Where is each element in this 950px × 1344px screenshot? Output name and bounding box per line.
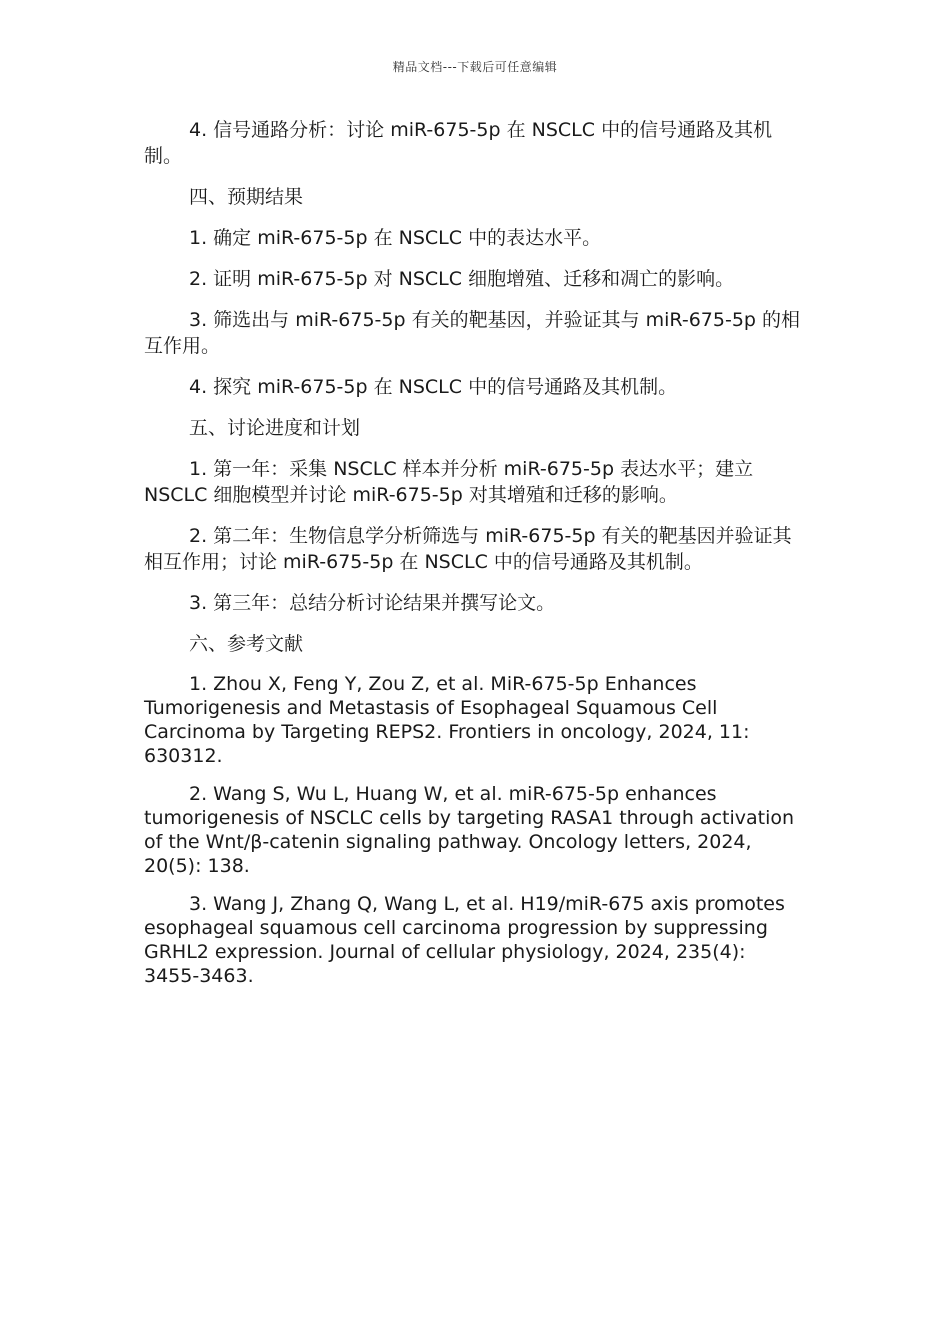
reference-item-1: 1. Zhou X, Feng Y, Zou Z, et al. MiR-675-5p Enhances Tumorigenesis and Metastasis of Esophageal Squamous Cell Carcinoma by Targeting REPS2. Frontiers in oncology, 2024, 11: 630312. [144, 673, 750, 767]
page-header: 精品文档---下载后可任意编辑 [392, 60, 558, 74]
result-item-4: 4. 探究 miR-675-5p 在 NSCLC 中的信号通路及其机制。 [189, 376, 678, 398]
section-heading-schedule: 五、讨论进度和计划 [189, 417, 361, 439]
result-item-3: 3. 筛选出与 miR-675-5p 有关的靶基因，并验证其与 miR-675-5p 的相互作用。 [144, 309, 801, 357]
result-item-1: 1. 确定 miR-675-5p 在 NSCLC 中的表达水平。 [189, 227, 602, 249]
schedule-item-2: 2. 第二年：生物信息学分析筛选与 miR-675-5p 有关的靶基因并验证其相互作用；讨论 miR-675-5p 在 NSCLC 中的信号通路及其机制。 [144, 525, 792, 573]
document-body [144, 117, 806, 1002]
section-heading-expected-results: 四、预期结果 [189, 186, 304, 208]
schedule-item-3: 3. 第三年：总结分析讨论结果并撰写论文。 [189, 592, 556, 614]
result-item-2: 2. 证明 miR-675-5p 对 NSCLC 细胞增殖、迁移和凋亡的影响。 [189, 268, 735, 290]
schedule-item-1: 1. 第一年：采集 NSCLC 样本并分析 miR-675-5p 表达水平；建立 NSCLC 细胞模型并讨论 miR-675-5p 对其增殖和迁移的影响。 [144, 458, 754, 506]
paragraph-signal-pathway: 4. 信号通路分析：讨论 miR-675-5p 在 NSCLC 中的信号通路及其机制。 [144, 119, 773, 167]
reference-item-2: 2. Wang S, Wu L, Huang W, et al. miR-675-5p enhances tumorigenesis of NSCLC cells by targeting RASA1 through activation of the Wnt/β-catenin signaling pathway. Oncology letters, 2024, 20(5): 138. [144, 783, 795, 877]
reference-item-3: 3. Wang J, Zhang Q, Wang L, et al. H19/miR-675 axis promotes esophageal squamous cell carcinoma progression by suppressing GRHL2 expression. Journal of cellular physiology, 2024, 235(4): 3455-3463. [144, 893, 785, 987]
section-heading-references: 六、参考文献 [189, 633, 304, 655]
